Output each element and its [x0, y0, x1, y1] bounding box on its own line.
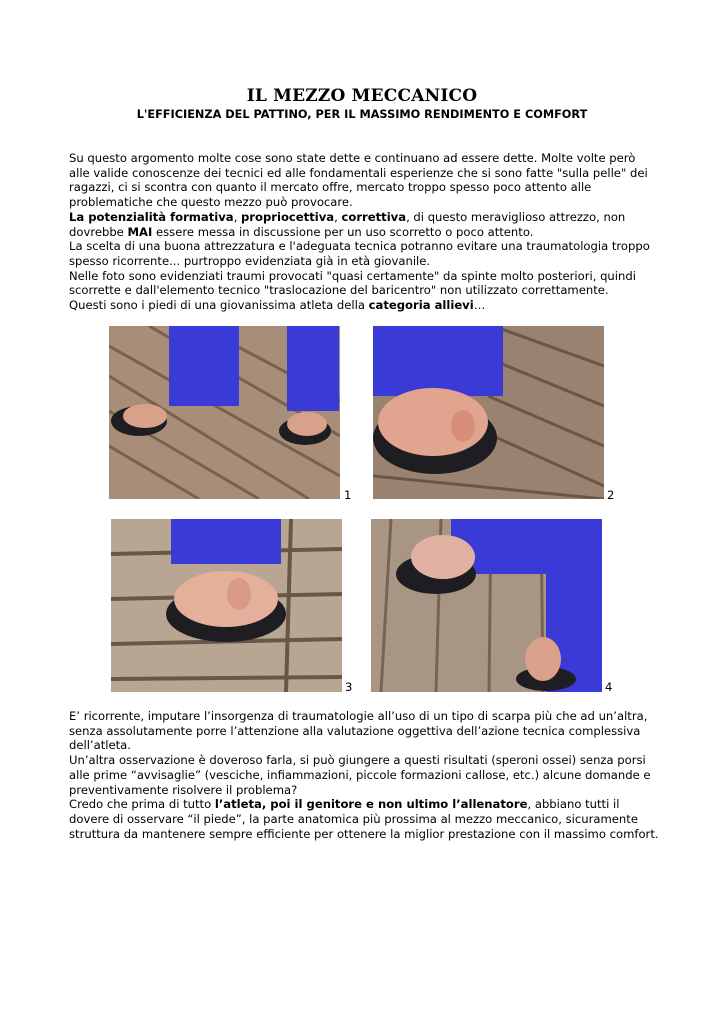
foot-photo-3	[111, 519, 342, 692]
text-fragment: , abbiano tutti il dovere di osservare “il piede”, la parte anatomica più prossima al mezzo meccanico, sicuramente struttura da mantenere sempre efficiente per ottenere la miglior prestazione con il massimo comfort.	[69, 797, 659, 841]
intro-paragraph-3: La scelta di una buona attrezzatura e l'adeguata tecnica potranno evitare una traumatologia troppo spesso ricorrente... purtroppo evidenziata già in età giovanile.	[69, 239, 650, 268]
intro-paragraph-5	[69, 298, 659, 313]
foot-photo-1	[109, 326, 340, 499]
bold-phrase: MAI	[127, 224, 153, 239]
bold-phrase: categoria allievi	[368, 298, 474, 313]
conclusion-text	[69, 709, 659, 841]
bold-phrase: propriocettiva	[240, 209, 335, 224]
text-fragment: ,	[334, 209, 342, 224]
conclusion-paragraph-2: Un’altra osservazione è doveroso farla, si può giungere a questi risultati (speroni ossei) senza porsi alle prime “avvisaglie” (vesciche, infiammazioni, piccole formazioni callose, etc.) alcune domande e preventivamente risolvere il problema?	[69, 753, 651, 797]
intro-paragraph-1: Su questo argomento molte cose sono state dette e continuano ad essere dette. Molte volte però alle valide conoscenze dei tecnici ed alle fondamentali esperienze che si sono fatte "sulla pelle" dei ragazzi, ci si scontra con quanto il mercato offre, mercato troppo spesso poco attento alle problematiche che questo mezzo può provocare.	[69, 151, 648, 210]
text-fragment: , di questo meraviglioso attrezzo, non dovrebbe	[69, 209, 626, 239]
bold-phrase: correttiva	[341, 209, 407, 224]
intro-paragraph-4: Nelle foto sono evidenziati traumi provocati "quasi certamente" da spinte molto posteriori, quindi scorrette e dall'elemento tecnico "traslocazione del baricentro" non utilizzato correttamente.	[69, 268, 636, 298]
foot-photo-4	[371, 519, 602, 692]
page-title: IL MEZZO MECCANICO	[246, 86, 478, 106]
conclusion-paragraph-1: E’ ricorrente, imputare l’insorgenza di traumatologie all’uso di un tipo di scarpa più che ad un’altra, senza assolutamente porre l’attenzione alla valutazione oggettiva dell’azione tecnica complessiva dell’atleta.	[69, 709, 648, 753]
text-fragment: Credo che prima di tutto	[69, 797, 215, 812]
conclusion-paragraph-3	[69, 797, 659, 841]
intro-paragraph-2	[69, 210, 659, 239]
foot-photo-2	[373, 326, 604, 499]
bold-phrase: La potenzialità formativa	[69, 209, 234, 224]
page-subtitle: L'EFFICIENZA DEL PATTINO, PER IL MASSIMO RENDIMENTO E COMFORT	[136, 108, 588, 121]
photo-label-2: 2	[607, 488, 615, 502]
photo-label-1: 1	[344, 488, 352, 502]
text-fragment: ,	[233, 209, 241, 224]
text-fragment: essere messa in discussione per un uso scorretto o poco attento.	[152, 224, 534, 239]
photo-label-3: 3	[345, 680, 353, 694]
text-fragment: …	[473, 298, 486, 313]
bold-phrase: l’atleta, poi il genitore e non ultimo l’allenatore	[214, 797, 528, 812]
text-fragment: Questi sono i piedi di una giovanissima atleta della	[69, 298, 369, 313]
photo-label-4: 4	[605, 680, 613, 694]
intro-text	[69, 151, 659, 313]
